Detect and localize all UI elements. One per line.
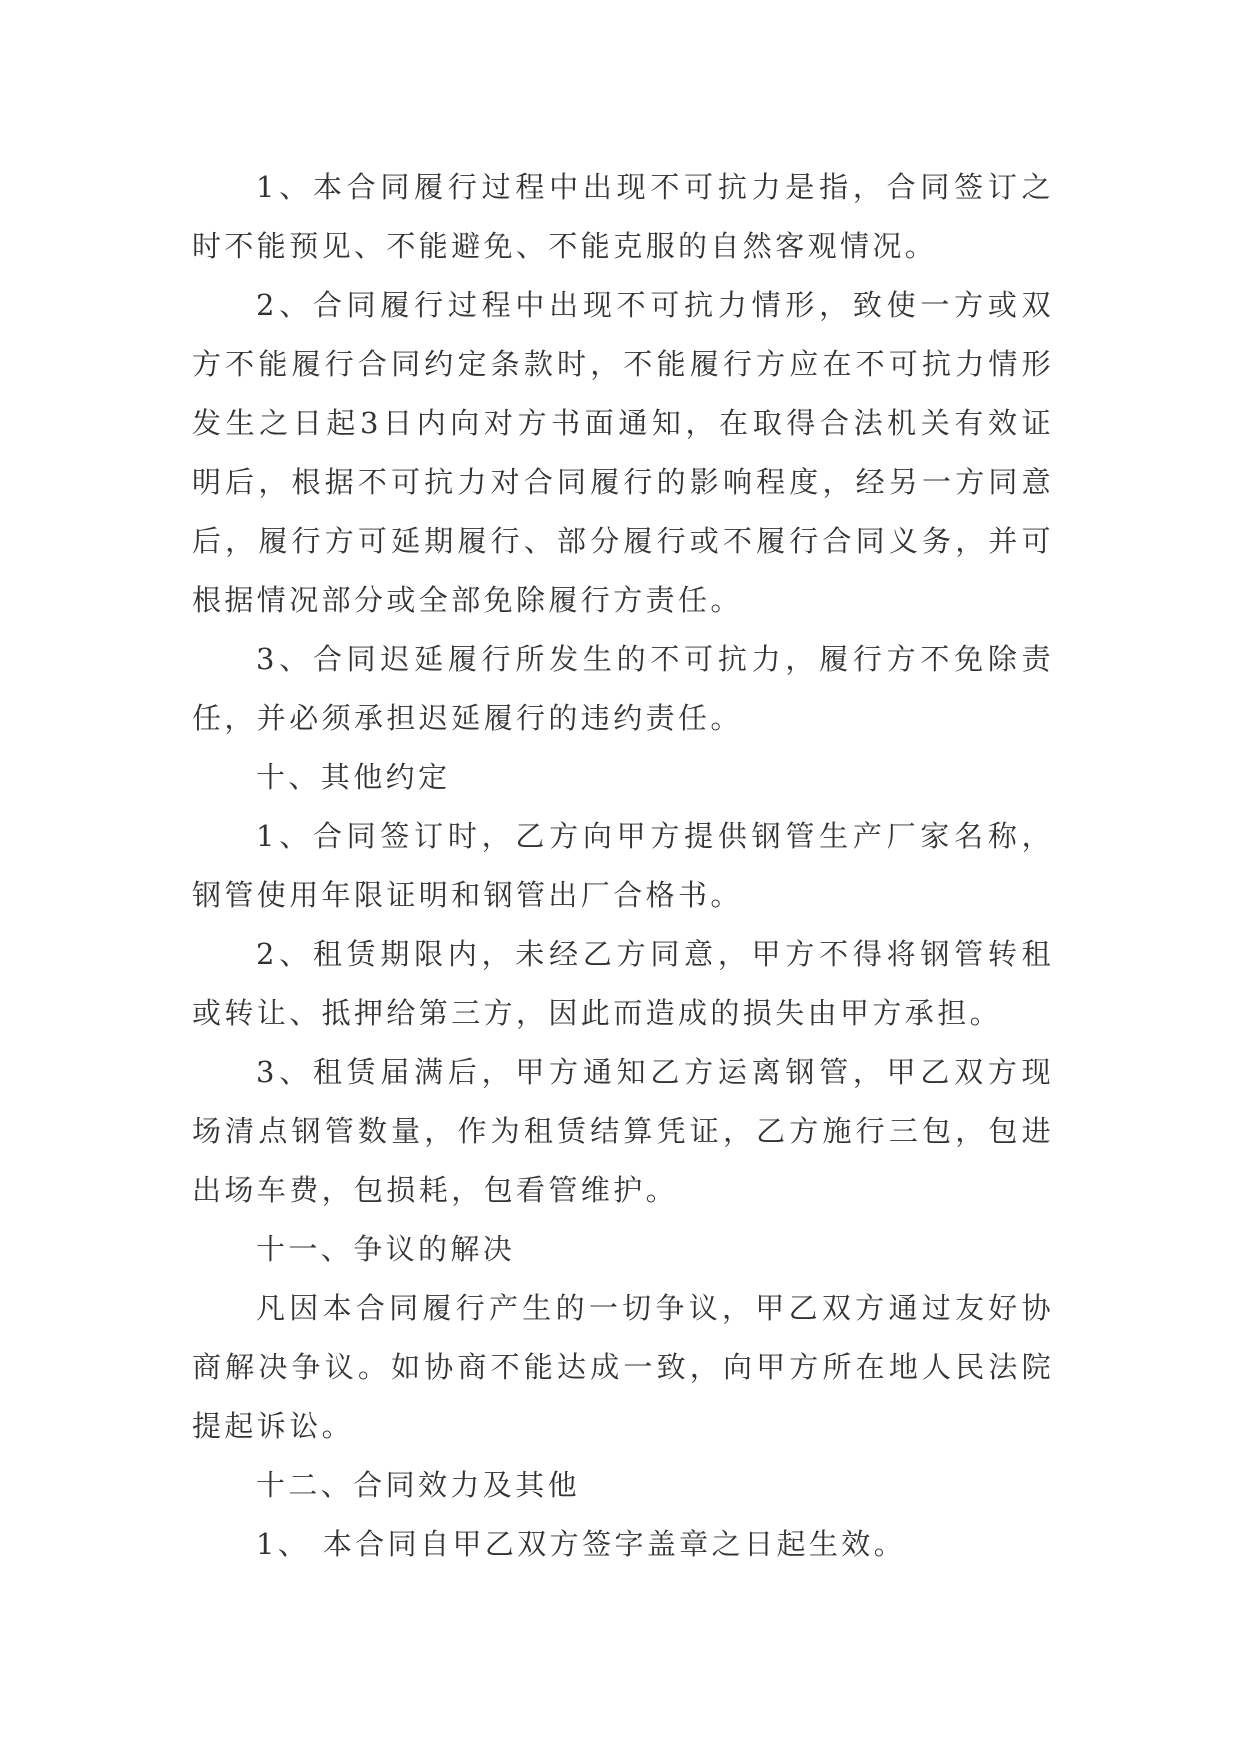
clause-lease-expiry: 3、租赁届满后，甲方通知乙方运离钢管，甲乙双方现场清点钢管数量，作为租赁结算凭证，乙方施行三包，包进出场车费，包损耗，包看管维护。 xyxy=(192,1055,1054,1207)
section-heading-contract-validity: 十二、合同效力及其他 xyxy=(256,1468,581,1502)
clause-manufacturer-info: 1、合同签订时，乙方向甲方提供钢管生产厂家名称，钢管使用年限证明和钢管出厂合格书。 xyxy=(192,819,1054,912)
section-heading-other-agreements: 十、其他约定 xyxy=(256,760,451,794)
clause-dispute-resolution: 凡因本合同履行产生的一切争议，甲乙双方通过友好协商解决争议。如协商不能达成一致，向甲方所在地人民法院提起诉讼。 xyxy=(192,1291,1054,1443)
clause-delayed-performance: 3、合同迟延履行所发生的不可抗力，履行方不免除责任，并必须承担迟延履行的违约责任。 xyxy=(192,642,1054,735)
section-heading-dispute-resolution: 十一、争议的解决 xyxy=(256,1232,516,1266)
clause-force-majeure-definition: 1、本合同履行过程中出现不可抗力是指，合同签订之时不能预见、不能避免、不能克服的自然客观情况。 xyxy=(192,170,1054,263)
clause-force-majeure-notice: 2、合同履行过程中出现不可抗力情形，致使一方或双方不能履行合同约定条款时，不能履行方应在不可抗力情形发生之日起3日内向对方书面通知，在取得合法机关有效证明后，根据不可抗力对合同履行的影响程度，经另一方同意后，履行方可延期履行、部分履行或不履行合同义务，并可根据情况部分或全部免除履行方责任。 xyxy=(192,288,1054,617)
clause-no-sublease: 2、租赁期限内，未经乙方同意，甲方不得将钢管转租或转让、抵押给第三方，因此而造成的损失由甲方承担。 xyxy=(192,937,1054,1030)
clause-effective-date: 1、 本合同自甲乙双方签字盖章之日起生效。 xyxy=(256,1527,907,1561)
document-body xyxy=(192,158,1054,1574)
